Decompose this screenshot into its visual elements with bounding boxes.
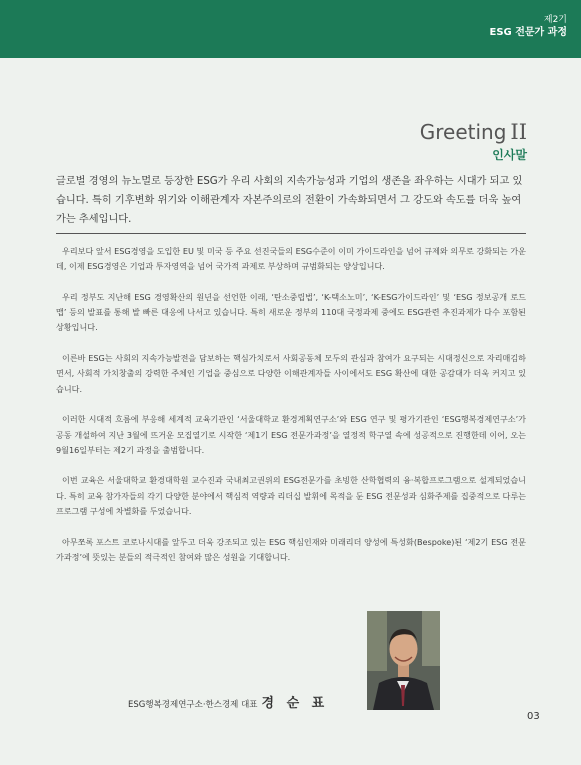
divider — [56, 233, 526, 234]
signature-name: 경 순 표 — [261, 696, 329, 711]
page-title-text: Greeting — [419, 120, 507, 144]
body-text — [56, 244, 526, 581]
body-paragraph: 우리보다 앞서 ESG경영을 도입한 EU 및 미국 등 주요 선진국들의 ESG수준이 이미 가이드라인을 넘어 규제와 의무로 강화되는 가운데, 이제 ESG경영은 기업과 투자영역을 넘어 국가적 과제로 부상하며 규범화되는 양상입니다. — [56, 246, 526, 272]
page-number: 03 — [527, 711, 540, 722]
signature-org: ESG행복경제연구소·한스경제 대표 — [128, 700, 258, 710]
page-title-roman: II — [510, 120, 527, 144]
portrait-photo — [367, 611, 440, 710]
signature — [128, 692, 328, 711]
course-name-rest: 전문가 과정 — [511, 27, 567, 38]
page-title — [420, 120, 527, 144]
course-name — [489, 26, 567, 40]
course-label — [489, 14, 567, 40]
title-block — [420, 120, 527, 162]
body-paragraph: 이른바 ESG는 사회의 지속가능발전을 담보하는 핵심가치로서 사회공동체 모두의 관심과 참여가 요구되는 시대정신으로 자리매김하면서, 사회적 가치창출의 강력한 주체인 기업을 중심으로 다양한 이해관계자들 사이에서도 ESG 확산에 대한 공감대가 더욱 커지고 있습니다. — [56, 353, 526, 394]
body-paragraph: 아무쪼록 포스트 코로나시대를 앞두고 더욱 강조되고 있는 ESG 핵심인재와 미래리더 양성에 특성화(Bespoke)된 ‘제2기 ESG 전문가과정’에 뜻있는 분들의 적극적인 참여와 많은 성원을 기대합니다. — [56, 536, 526, 562]
page-subtitle: 인사말 — [492, 148, 527, 162]
body-paragraph: 이번 교육은 서울대학교 환경대학원 교수진과 국내최고권위의 ESG전문가를 초빙한 산학협력의 융·복합프로그램으로 설계되었습니다. 특히 교육 참가자들의 각기 다양한 분야에서 핵심적 역량과 리더십 발휘에 목적을 둔 ESG 전문성과 심화주제를 집중적으로 다루는 프로그램 구성에 차별화를 두었습니다. — [56, 475, 526, 517]
portrait-illustration — [367, 611, 440, 710]
body-paragraph: 우리 정부도 지난해 ESG 경영확산의 원년을 선언한 이래, ‘탄소중립법’, ‘K-택소노미’, ‘K-ESG가이드라인’ 및 ‘ESG 정보공개 로드맵’ 등의 발표를 통해 발 빠른 대응에 나서고 있습니다. 특히 새로운 정부의 110대 국정과제 중에도 ESG관련 추진과제가 다수 포함된 상황입니다. — [56, 291, 526, 333]
course-name-esg: ESG — [489, 27, 512, 38]
intro-paragraph: 글로벌 경영의 뉴노멀로 등장한 ESG가 우리 사회의 지속가능성과 기업의 생존을 좌우하는 시대가 되고 있습니다. 특히 기후변화 위기와 이해관계자 자본주의로의 전환이 가속화되면서 그 강도와 속도를 더욱 높여가는 추세입니다. — [56, 176, 523, 225]
course-term: 제2기 — [543, 15, 567, 25]
body-paragraph: 이러한 시대적 흐름에 부응해 세계적 교육기관인 ‘서울대학교 환경계획연구소’와 ESG 연구 및 평가기관인 ‘ESG행복경제연구소’가 공동 개설하여 지난 3월에 뜨거운 모집열기로 시작한 ‘제1기 ESG 전문가과정’을 열정적 학구열 속에 성공적으로 진행한데 이어, 오는 9월16일부터는 제2기 과정을 출범합니다. — [56, 414, 526, 455]
